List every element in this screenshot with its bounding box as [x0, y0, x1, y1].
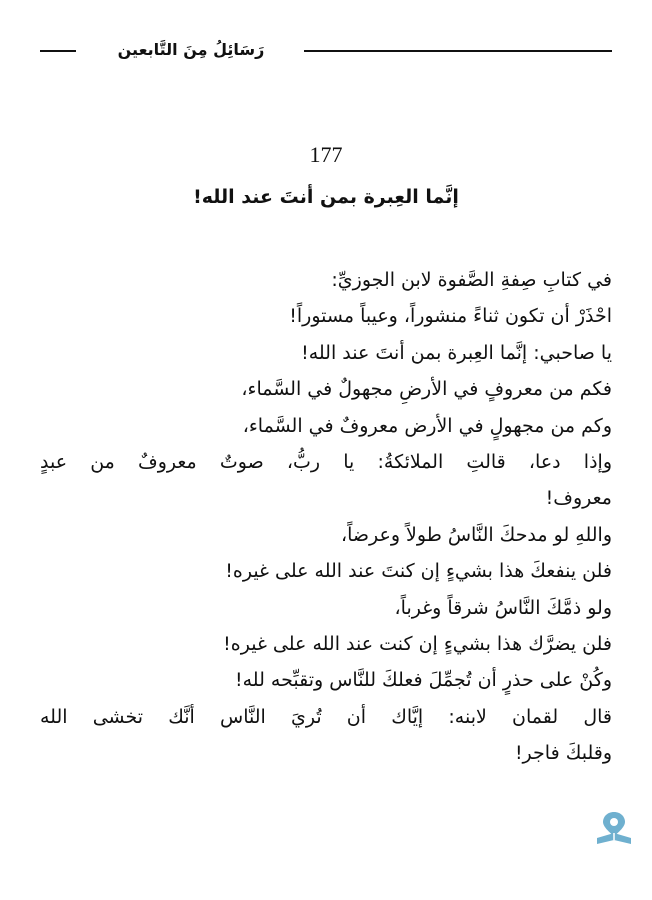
- location-pin-book-icon: [594, 808, 634, 848]
- text-line: يا صاحبي: إنَّما العِبرة بمن أنتَ عند الله!: [301, 341, 612, 364]
- text-line: وكُنْ على حذرٍ أن تُجمِّلَ فعلكَ للنَّاس وتقبِّحه لله!: [234, 669, 612, 692]
- header-rule-right: [304, 50, 612, 52]
- section-title: إنَّما العِبرة بمن أنتَ عند الله!: [193, 186, 459, 208]
- page-number: 177: [309, 142, 343, 167]
- text-line: احْذَرْ أن تكون ثناءً منشوراً، وعيباً مستوراً!: [289, 305, 612, 328]
- body-text: [40, 262, 612, 771]
- text-line: فلن ينفعكَ هذا بشيءٍ إن كنتَ عند الله على غيره!: [225, 560, 612, 583]
- text-line: معروف!: [545, 487, 612, 510]
- text-line: قال لقمان لابنه: إيَّاك أن تُريَ النَّاس أنَّك تخشى الله: [40, 705, 612, 728]
- text-line: وإذا دعا، قالتِ الملائكةُ: يا ربُّ، صوتٌ معروفٌ من عبدٍ: [40, 450, 612, 473]
- running-title: رَسَائِلُ مِنَ التَّابعين: [117, 40, 265, 59]
- text-line: فكم من معروفٍ في الأرضِ مجهولٌ في السَّماء،: [241, 378, 612, 401]
- text-line: في كتابِ صِفةِ الصَّفوة لابن الجوزيِّ:: [331, 269, 612, 291]
- text-line: فلن يضرَّك هذا بشيءٍ إن كنت عند الله على غيره!: [223, 632, 612, 655]
- text-line: وقلبكَ فاجر!: [514, 742, 612, 765]
- running-header: [40, 36, 612, 66]
- text-line: واللهِ لو مدحكَ النَّاسُ طولاً وعرضاً،: [340, 523, 612, 546]
- header-rule-left: [40, 50, 76, 52]
- text-line: ولو ذمَّكَ النَّاسُ شرقاً وغرباً،: [394, 596, 612, 619]
- text-line: وكم من مجهولٍ في الأرض معروفٌ في السَّماء،: [242, 414, 612, 437]
